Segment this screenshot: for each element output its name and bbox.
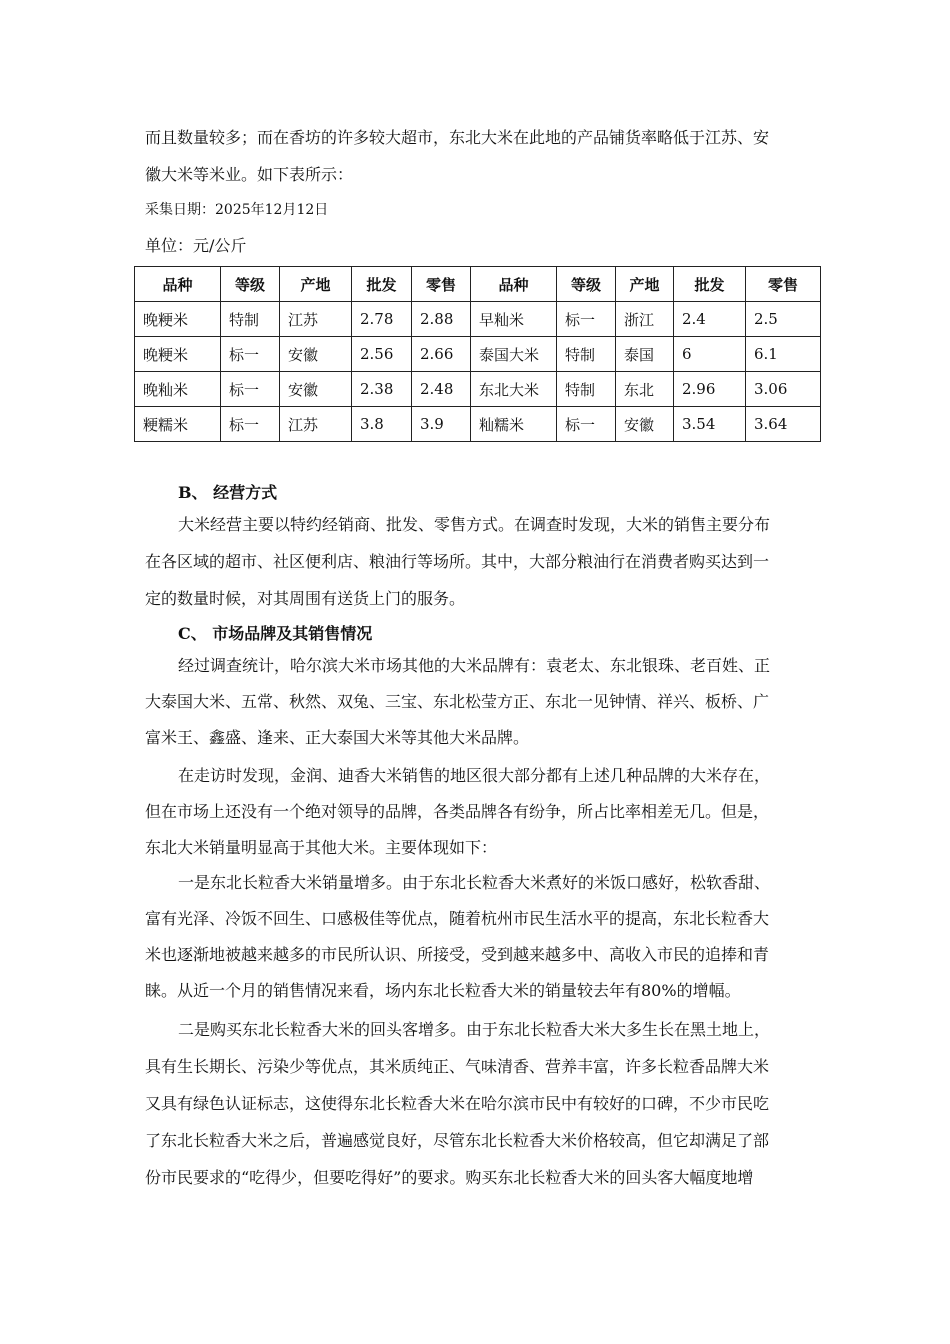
table-cell: 3.54 [674,407,746,442]
table-cell: 3.64 [746,407,821,442]
table-cell: 6.1 [746,337,821,372]
section-c-p2-line-1: 在走访时发现，金润、迪香大米销售的地区很大部分都有上述几种品牌的大米存在， [178,766,771,785]
table-cell: 2.78 [352,302,412,337]
section-c-p4-line-2: 具有生长期长、污染少等优点，其米质纯正、气味清香、营养丰富，许多长粒香品牌大米 [145,1057,770,1076]
table-cell: 晚粳米 [135,337,221,372]
table-cell: 2.66 [412,337,471,372]
table-cell: 东北 [616,372,674,407]
header-cell: 产地 [280,267,352,302]
table-cell: 晚籼米 [135,372,221,407]
table-cell: 泰国大米 [471,337,557,372]
header-cell: 品种 [471,267,557,302]
table-cell: 2.5 [746,302,821,337]
header-cell: 产地 [616,267,674,302]
section-c-p1-line-2: 大泰国大米、五常、秋然、双兔、三宝、东北松莹方正、东北一见钟情、祥兴、板桥、广 [145,692,770,711]
section-c-title: C、 市场品牌及其销售情况 [178,624,373,643]
collect-date: 采集日期：2025年12月12日 [145,202,329,218]
section-c-p3-line-2: 富有光泽、冷饭不回生、口感极佳等优点，随着杭州市民生活水平的提高，东北长粒香大 [145,909,770,928]
table-row [135,302,821,337]
table-row [135,337,821,372]
table-cell: 3.9 [412,407,471,442]
table-cell: 东北大米 [471,372,557,407]
table-cell: 早籼米 [471,302,557,337]
header-cell: 批发 [352,267,412,302]
table-cell: 标一 [557,407,616,442]
section-c-p4-line-4: 了东北长粒香大米之后，普遍感觉良好，尽管东北长粒香大米价格较高，但它却满足了部 [145,1131,770,1150]
section-c-p1-line-1: 经过调查统计，哈尔滨大米市场其他的大米品牌有：袁老太、东北银珠、老百姓、正 [178,656,771,675]
table-row [135,407,821,442]
intro-line-1: 而且数量较多；而在香坊的许多较大超市，东北大米在此地的产品铺货率略低于江苏、安 [145,128,770,147]
price-table [134,266,821,442]
table-cell: 特制 [557,337,616,372]
table-cell: 2.48 [412,372,471,407]
table-cell: 安徽 [280,337,352,372]
table-cell: 标一 [221,407,280,442]
section-c-p3-line-1: 一是东北长粒香大米销量增多。由于东北长粒香大米煮好的米饭口感好，松软香甜、 [178,873,771,892]
table-cell: 3.06 [746,372,821,407]
table-cell: 6 [674,337,746,372]
header-cell: 零售 [412,267,471,302]
header-cell: 零售 [746,267,821,302]
table-cell: 标一 [557,302,616,337]
table-row [135,372,821,407]
table-cell: 特制 [557,372,616,407]
header-cell: 品种 [135,267,221,302]
table-cell: 籼糯米 [471,407,557,442]
intro-line-2: 徽大米等米业。如下表所示： [145,165,354,184]
section-c-p3-line-4: 睐。从近一个月的销售情况来看，场内东北长粒香大米的销量较去年有80%的增幅。 [145,981,741,1000]
section-c-p4-line-1: 二是购买东北长粒香大米的回头客增多。由于东北长粒香大米大多生长在黑土地上， [178,1020,771,1039]
table-cell: 晚粳米 [135,302,221,337]
table-cell: 2.96 [674,372,746,407]
section-c-p2-line-3: 东北大米销量明显高于其他大米。主要体现如下： [145,838,498,857]
table-cell: 2.4 [674,302,746,337]
table-cell: 安徽 [616,407,674,442]
table-cell: 2.38 [352,372,412,407]
section-c-p2-line-2: 但在市场上还没有一个绝对领导的品牌，各类品牌各有纷争，所占比率相差无几。但是， [145,802,770,821]
header-cell: 等级 [221,267,280,302]
section-b-line-2: 在各区域的超市、社区便利店、粮油行等场所。其中，大部分粮油行在消费者购买达到一 [145,552,770,571]
table-cell: 安徽 [280,372,352,407]
table-header-row [135,267,821,302]
table-cell: 2.88 [412,302,471,337]
unit-label: 单位：元/公斤 [145,236,247,255]
table-cell: 江苏 [280,302,352,337]
section-c-p1-line-3: 富米王、鑫盛、逢来、正大泰国大米等其他大米品牌。 [145,728,530,747]
section-b-line-1: 大米经营主要以特约经销商、批发、零售方式。在调查时发现，大米的销售主要分布 [178,515,771,534]
section-c-p4-line-3: 又具有绿色认证标志，这使得东北长粒香大米在哈尔滨市民中有较好的口碑，不少市民吃 [145,1094,770,1113]
table-cell: 特制 [221,302,280,337]
header-cell: 批发 [674,267,746,302]
section-c-p3-line-3: 米也逐渐地被越来越多的市民所认识、所接受，受到越来越多中、高收入市民的追捧和青 [145,945,770,964]
table-cell: 粳糯米 [135,407,221,442]
section-b-title: B、 经营方式 [178,483,278,502]
table-cell: 浙江 [616,302,674,337]
table-cell: 2.56 [352,337,412,372]
table-cell: 江苏 [280,407,352,442]
table-cell: 标一 [221,372,280,407]
table-cell: 3.8 [352,407,412,442]
section-c-p4-line-5: 份市民要求的“吃得少，但要吃得好”的要求。购买东北长粒香大米的回头客大幅度地增 [145,1168,754,1187]
header-cell: 等级 [557,267,616,302]
table-cell: 标一 [221,337,280,372]
table-cell: 泰国 [616,337,674,372]
section-b-line-3: 定的数量时候，对其周围有送货上门的服务。 [145,589,466,608]
